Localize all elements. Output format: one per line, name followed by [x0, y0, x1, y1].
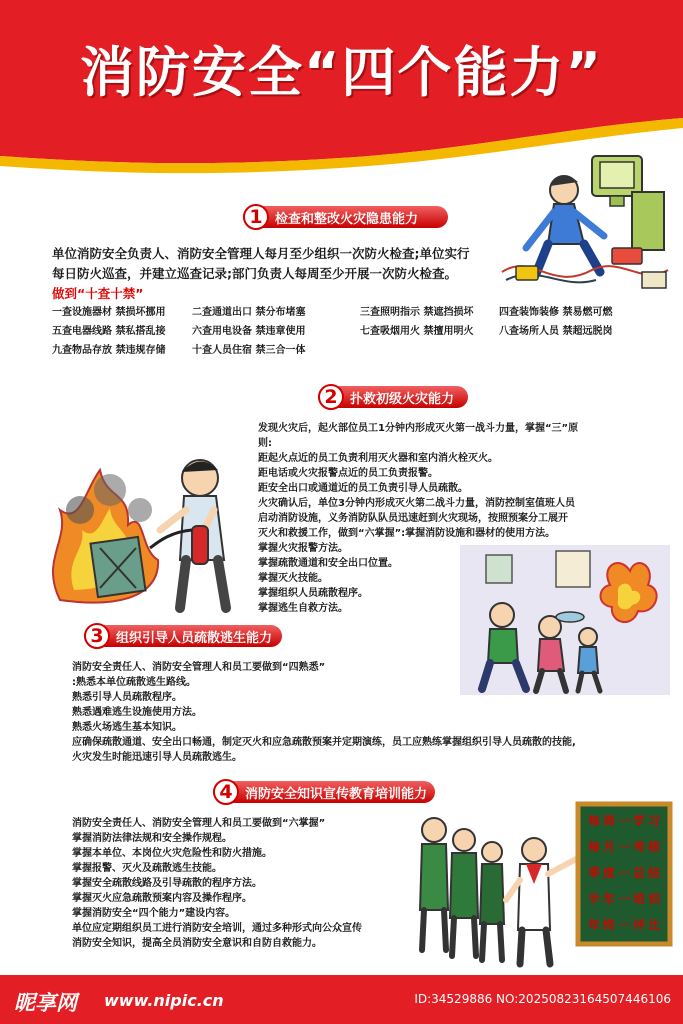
section-4-line: 掌握灭火应急疏散预案内容及操作程序。 — [72, 893, 252, 904]
image-id-text: ID:34529886 NO:20250823164507446106 — [414, 992, 671, 1006]
check-item: 七查吸烟用火 禁擅用明火 — [360, 326, 474, 337]
section-4-line: 掌握安全疏散线路及引导疏散的程序方法。 — [72, 878, 262, 889]
board-line: 每周一学习 — [588, 814, 664, 828]
section-3-line: 熟悉火场逃生基本知识。 — [72, 722, 182, 733]
section-4-line: 掌握本单位、本岗位火灾危险性和防火措施。 — [72, 848, 272, 859]
section-3-line: 应确保疏散通道、安全出口畅通，制定灭火和应急疏散预案并定期演练，员工应熟练掌握组织引导人员疏散的技能, — [72, 737, 576, 748]
training-illustration — [412, 800, 674, 970]
section-2-line: 掌握疏散通道和安全出口位置。 — [258, 558, 398, 569]
section-3-line: 熟悉遇难逃生设施使用方法。 — [72, 707, 202, 718]
section-3-title: 组织引导人员疏散逃生能力 — [116, 630, 273, 646]
header-banner — [0, 0, 683, 175]
inspection-illustration — [492, 152, 672, 297]
section-2-line: 距安全出口或通道近的员工负责引导人员疏散。 — [258, 483, 468, 494]
check-item: 八查场所人员 禁超远脱岗 — [499, 326, 613, 337]
firefighting-illustration — [40, 430, 240, 620]
check-item: 四查装饰装修 禁易燃可燃 — [499, 307, 613, 318]
section-3-number-badge: 3 — [84, 623, 110, 649]
section-2-line: 距电话或火灾报警点近的员工负责报警。 — [258, 468, 438, 479]
section-4-heading — [213, 779, 427, 805]
section-4-text — [72, 816, 362, 951]
section-2-line: 掌握灭火技能。 — [258, 573, 328, 584]
check-item: 三查照明指示 禁遮挡损坏 — [360, 307, 474, 318]
check-item: 一查设施器材 禁损坏挪用 — [52, 307, 166, 318]
board-line: 年终一评比 — [588, 918, 664, 932]
section-2-title: 扑救初级火灾能力 — [350, 391, 455, 407]
section-1-intro-line: 每日防火巡查，并建立巡查记录;部门负责人每周至少开展一次防火检查。 — [52, 266, 458, 281]
section-4-line: 掌握消防安全“四个能力”建设内容。 — [72, 908, 236, 919]
section-4-line: 单位应定期组织员工进行消防安全培训，通过多种形式向公众宣传 — [72, 923, 362, 934]
site-url[interactable]: www.nipic.cn — [104, 991, 224, 1010]
section-2-line: 则: — [258, 438, 272, 449]
section-2-line: 发现火灾后，起火部位员工1分钟内形成灭火第一战斗力量，掌握“三”原 — [258, 423, 579, 434]
section-2-heading — [318, 384, 454, 410]
board-line: 每月一考核 — [588, 840, 664, 854]
section-3-heading — [84, 623, 272, 649]
check-item: 十查人员住宿 禁三合一体 — [192, 345, 306, 356]
section-4-line: 消防安全知识，提高全员消防安全意识和自防自救能力。 — [72, 938, 322, 949]
section-3-line: :熟悉本单位疏散逃生路线。 — [72, 677, 196, 688]
section-1-subheading: 做到“十查十禁” — [52, 286, 144, 301]
section-4-number-badge: 4 — [213, 779, 239, 805]
section-4-line: 掌握消防法律法规和安全操作规程。 — [72, 833, 232, 844]
section-4-line: 消防安全责任人、消防安全管理人和员工要做到“六掌握” — [72, 818, 326, 829]
footer-bar — [0, 975, 683, 1024]
section-4-title: 消防安全知识宣传教育培训能力 — [245, 786, 428, 802]
section-3-text — [72, 660, 576, 765]
section-3-line: 火灾发生时能迅速引导人员疏散逃生。 — [72, 752, 242, 763]
section-2-line: 掌握逃生自救方法。 — [258, 603, 348, 614]
page-title: 消防安全“四个能力” — [80, 41, 603, 104]
section-1-heading — [243, 204, 418, 230]
site-logo: 昵享网 — [14, 991, 77, 1015]
section-3-line: 消防安全责任人、消防安全管理人和员工要做到“四熟悉” — [72, 662, 326, 673]
section-2-line: 掌握组织人员疏散程序。 — [258, 588, 368, 599]
section-1-title: 检查和整改火灾隐患能力 — [275, 211, 419, 227]
section-3-line: 熟悉引导人员疏散程序。 — [72, 692, 182, 703]
section-1-intro-line: 单位消防安全负责人、消防安全管理人每月至少组织一次防火检查;单位实行 — [52, 246, 470, 261]
check-item: 五查电器线路 禁私搭乱接 — [52, 326, 166, 337]
check-item: 二查通道出口 禁分布堵塞 — [192, 307, 306, 318]
section-2-line: 启动消防设施，义务消防队队员迅速赶到火灾现场，按照预案分工展开 — [258, 513, 568, 524]
section-2-line: 距起火点近的员工负责利用灭火器和室内消火栓灭火。 — [258, 453, 498, 464]
section-4-line: 掌握报警、灭火及疏散逃生技能。 — [72, 863, 222, 874]
section-2-line: 掌握火灾报警方法。 — [258, 543, 348, 554]
check-item: 九查物品存放 禁违规存储 — [52, 345, 166, 356]
board-line: 季度一总结 — [588, 866, 664, 880]
section-1-number-badge: 1 — [243, 204, 269, 230]
section-2-number-badge: 2 — [318, 384, 344, 410]
check-item: 六查用电设备 禁违章使用 — [192, 326, 306, 337]
section-2-line: 灭火和救援工作，做到“六掌握”:掌握消防设施和器材的使用方法。 — [258, 528, 556, 539]
section-1-intro — [52, 244, 470, 304]
section-2-line: 火灾确认后，单位3分钟内形成灭火第二战斗力量，消防控制室值班人员 — [258, 498, 575, 509]
board-line: 半年一培训 — [588, 892, 664, 906]
